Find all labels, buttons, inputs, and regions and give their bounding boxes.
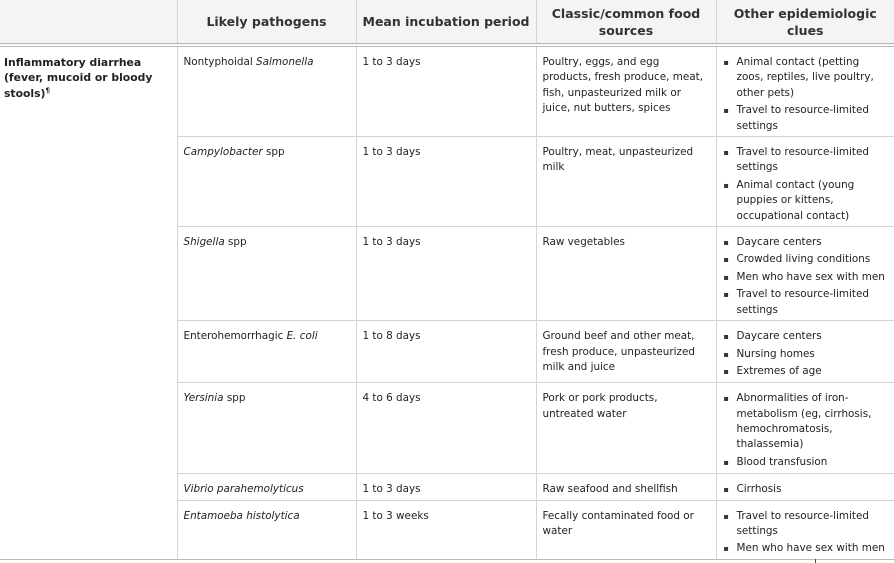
- header-empty: [0, 0, 177, 45]
- category-label: Inflammatory diarrhea (fever, mucoid or bloody stools): [4, 56, 153, 100]
- pathogen-name-italic: E. coli: [286, 330, 318, 343]
- pathogen-name-prefix: Nontyphoidal: [183, 56, 257, 68]
- clue-text: Men who have sex with men: [736, 270, 885, 283]
- bullet-icon: ▪: [723, 58, 729, 67]
- epidemiologic-clues-cell: [716, 321, 894, 383]
- page-edge-mark: [815, 559, 816, 563]
- list-item: [723, 482, 889, 497]
- clue-text: Men who have sex with men: [736, 542, 885, 555]
- header-food-sources: Classic/common food sources: [536, 0, 716, 45]
- header-mean-incubation: Mean incubation period: [356, 0, 536, 45]
- incubation-cell: 1 to 3 days: [356, 45, 536, 137]
- pathogen-name-italic: Yersinia: [183, 392, 224, 405]
- clues-list: [723, 55, 889, 134]
- list-item: [723, 55, 889, 101]
- pathogen-name-italic: Vibrio parahemolyticus: [183, 483, 304, 496]
- bullet-icon: ▪: [723, 106, 729, 116]
- pathogen-cell: [177, 500, 356, 559]
- pathogen-name-suffix: spp: [262, 146, 285, 159]
- bullet-icon: ▪: [723, 272, 729, 282]
- clue-text: Blood transfusion: [736, 455, 828, 468]
- bullet-icon: ▪: [723, 238, 729, 248]
- bullet-icon: ▪: [723, 332, 729, 342]
- clue-text: Crowded living conditions: [736, 253, 871, 266]
- bullet-icon: ▪: [723, 180, 729, 190]
- pathogen-name-suffix: spp: [223, 392, 246, 405]
- clue-text: Animal contact (petting zoos, reptiles, live poultry, other pets): [736, 56, 874, 99]
- list-item: [723, 364, 889, 379]
- pathogen-name-italic: Entamoeba histolytica: [183, 509, 300, 522]
- bullet-icon: ▪: [723, 290, 729, 300]
- pathogen-cell: [177, 227, 356, 321]
- clues-list: [723, 145, 889, 224]
- list-item: [723, 252, 889, 267]
- clues-list: [723, 235, 889, 318]
- clues-list: [723, 482, 889, 497]
- clue-text: Travel to resource-limited settings: [736, 288, 869, 316]
- food-sources-cell: Pork or pork products, untreated water: [536, 383, 716, 474]
- clue-text: Abnormalities of iron-metabolism (eg, cirrhosis, hemochromatosis, thalassemia): [736, 392, 872, 451]
- pathogen-cell: [177, 45, 356, 137]
- category-cell: [0, 45, 177, 559]
- pathogen-name-italic: Shigella: [183, 236, 225, 249]
- list-item: [723, 541, 889, 556]
- list-item: [723, 270, 889, 285]
- list-item: [723, 391, 889, 453]
- list-item: [723, 235, 889, 250]
- header-epidemiologic-clues: Other epidemiologic clues: [716, 0, 894, 45]
- epidemiologic-clues-cell: [716, 227, 894, 321]
- food-sources-cell: Poultry, eggs, and egg products, fresh produce, meat, fish, unpasteurized milk or juice, nut butters, spices: [536, 45, 716, 137]
- clues-list: [723, 329, 889, 379]
- incubation-cell: 1 to 8 days: [356, 321, 536, 383]
- pathogen-name-prefix: Enterohemorrhagic: [183, 330, 287, 343]
- pathogen-cell: [177, 321, 356, 383]
- food-sources-cell: Poultry, meat, unpasteurized milk: [536, 137, 716, 227]
- epidemiologic-clues-cell: [716, 500, 894, 559]
- incubation-cell: 1 to 3 days: [356, 137, 536, 227]
- bullet-icon: ▪: [723, 457, 729, 467]
- epidemiologic-clues-cell: [716, 383, 894, 474]
- clue-text: Animal contact (young puppies or kittens, occupational contact): [736, 178, 855, 222]
- list-item: [723, 145, 889, 176]
- footnote-mark: ¶: [45, 86, 50, 95]
- clue-text: Travel to resource-limited settings: [736, 104, 869, 132]
- bullet-icon: ▪: [723, 485, 729, 495]
- epidemiologic-clues-cell: [716, 474, 894, 500]
- pathogen-name-italic: Salmonella: [256, 56, 314, 68]
- list-item: [723, 287, 889, 318]
- pathogen-cell: [177, 474, 356, 500]
- food-sources-cell: Raw vegetables: [536, 227, 716, 321]
- incubation-cell: 1 to 3 days: [356, 227, 536, 321]
- clue-text: Daycare centers: [736, 236, 822, 249]
- food-sources-cell: Raw seafood and shellfish: [536, 474, 716, 500]
- pathogen-cell: [177, 137, 356, 227]
- food-sources-cell: Fecally contaminated food or water: [536, 500, 716, 559]
- list-item: [723, 329, 889, 344]
- epidemiologic-clues-cell: [716, 137, 894, 227]
- clue-text: Daycare centers: [736, 330, 822, 343]
- bullet-icon: ▪: [723, 366, 729, 376]
- food-sources-cell: Ground beef and other meat, fresh produce, unpasteurized milk and juice: [536, 321, 716, 383]
- bullet-icon: ▪: [723, 511, 729, 521]
- clues-list: [723, 391, 889, 470]
- bullet-icon: ▪: [723, 394, 729, 404]
- clue-text: Nursing homes: [736, 347, 815, 360]
- bullet-icon: ▪: [723, 544, 729, 554]
- clue-text: Extremes of age: [736, 364, 822, 377]
- clue-text: Travel to resource-limited settings: [736, 509, 869, 537]
- clue-text: Travel to resource-limited settings: [736, 146, 869, 174]
- bullet-icon: ▪: [723, 148, 729, 158]
- list-item: [723, 347, 889, 362]
- list-item: [723, 455, 889, 470]
- list-item: [723, 103, 889, 134]
- clues-list: [723, 509, 889, 557]
- list-item: [723, 178, 889, 224]
- pathogen-name-suffix: spp: [224, 236, 247, 249]
- bullet-icon: ▪: [723, 349, 729, 359]
- incubation-cell: 1 to 3 weeks: [356, 500, 536, 559]
- table-row: [0, 45, 894, 137]
- header-likely-pathogens: Likely pathogens: [177, 0, 356, 45]
- pathogen-name-italic: Campylobacter: [183, 146, 263, 159]
- bullet-icon: ▪: [723, 255, 729, 265]
- clue-text: Cirrhosis: [736, 483, 782, 496]
- header-row: [0, 0, 894, 45]
- incubation-cell: 1 to 3 days: [356, 474, 536, 500]
- epidemiologic-clues-cell: [716, 45, 894, 137]
- list-item: [723, 509, 889, 540]
- pathogen-cell: [177, 383, 356, 474]
- incubation-cell: 4 to 6 days: [356, 383, 536, 474]
